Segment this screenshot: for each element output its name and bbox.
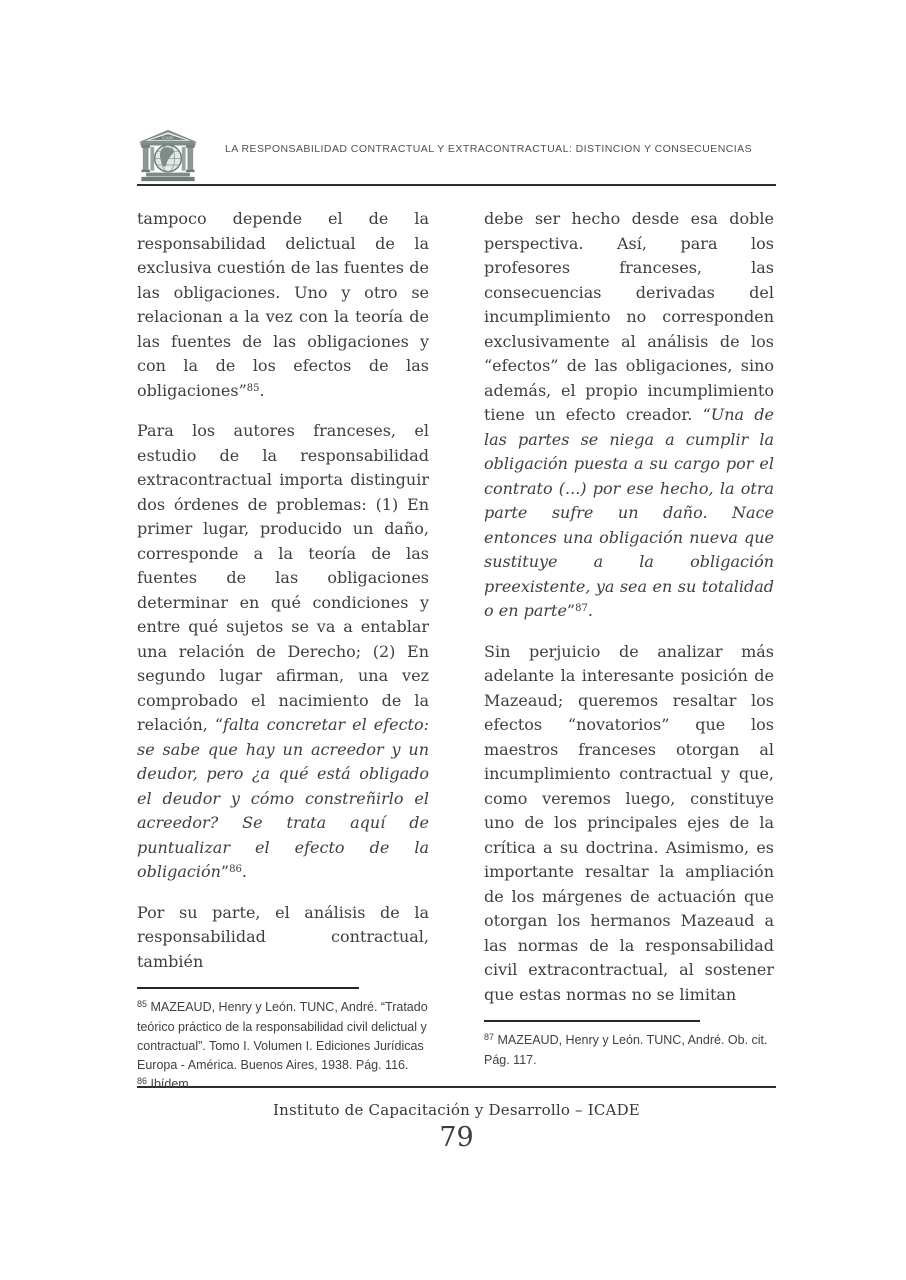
icade-logo <box>137 127 201 184</box>
column-right <box>484 207 774 1065</box>
footnote-item <box>137 1075 429 1095</box>
paragraph: Sin perjuicio de analizar más adelante la interesante posición de Mazeaud; queremos resaltar los efectos “novatorios” que los maestros franceses otorgan al incumplimiento contractual y que, como veremos luego, constituye uno de los principales ejes de la crítica a su doctrina. Asimismo, es importante resaltar la ampliación de los márgenes de actuación que otorgan los hermanos Mazeaud a las normas de la responsabilidad civil extracontractual, al sostener que estas normas no se limitan <box>484 641 774 1004</box>
text-columns <box>137 207 776 1091</box>
column-left <box>137 207 429 1091</box>
quoted-text: falta concretar el efecto: se sabe que hay un acreedor y un deudor, pero ¿a qué está obligado el deudor y cómo constreñirlo el acreedor? Se trata aquí de puntualizar el efecto de la obligación <box>137 715 429 881</box>
footnote-item <box>484 1031 774 1070</box>
logo-text: ICADE <box>162 135 174 140</box>
paragraph-text: tampoco depende el de la responsabilidad delictual de la exclusiva cuestión de las fuentes de las obligaciones. Uno y otro se relacionan a la vez con la teoría de las fuentes de las obligaciones y con la de los efectos de las obligaciones” <box>137 209 429 400</box>
footnote-text: Ibídem <box>147 1077 189 1091</box>
footnote-text: MAZEAUD, Henry y León. TUNC, André. Ob. cit. Pág. 117. <box>484 1033 768 1067</box>
footnote-separator <box>137 987 359 989</box>
footnote-separator <box>484 1020 700 1022</box>
page-header <box>137 127 776 186</box>
footnote-reference: 85 <box>246 382 260 394</box>
page-number: 79 <box>439 1122 474 1153</box>
footnote-marker: 86 <box>137 1076 148 1086</box>
footnote-marker: 87 <box>484 1032 495 1042</box>
running-head-title: LA RESPONSABILIDAD CONTRACTUAL Y EXTRACONTRACTUAL: DISTINCION Y CONSECUENCIAS <box>224 142 753 155</box>
paragraph-text: Para los autores franceses, el estudio de la responsabilidad extracontractual importa distinguir dos órdenes de problemas: (1) En primer lugar, producido un daño, corresponde a la teoría de las fuentes de las obligaciones determinar en qué condiciones y entre qué sujetos se va a entablar una relación de Derecho; (2) En segundo lugar afirman, una vez comprobado el nacimiento de la relación, “ <box>137 421 429 734</box>
footnote-reference: 86 <box>229 864 242 875</box>
paragraph <box>137 207 429 406</box>
footnote-marker: 85 <box>137 999 148 1009</box>
paragraph <box>137 419 429 888</box>
page-content <box>0 127 906 1153</box>
paragraph: Por su parte, el análisis de la responsabilidad contractual, también <box>137 902 429 971</box>
paragraph <box>484 207 774 627</box>
paragraph-text: ” <box>220 862 230 881</box>
paragraph-text: ” <box>566 601 576 620</box>
temple-globe-icon <box>137 127 199 184</box>
footnotes-block-left <box>137 987 429 1095</box>
footnotes-block-right <box>484 1020 774 1070</box>
paragraph-text: . <box>241 862 247 881</box>
footnote-item <box>137 998 429 1075</box>
institution-name: Instituto de Capacitación y Desarrollo – ICADE <box>273 1101 640 1119</box>
quoted-text: Una de las partes se niega a cumplir la obligación puesta a su cargo por el contrato (...) por ese hecho, la otra parte sufre un daño. Nace entonces una obligación nueva que sustituye a la obligación preexistente, ya sea en su totalidad o en parte <box>484 405 774 620</box>
paragraph-text: debe ser hecho desde esa doble perspectiva. Así, para los profesores franceses, las consecuencias derivadas del incumplimiento no corresponden exclusivamente al análisis de los “efectos” de las obligaciones, sino además, el propio incumplimiento tiene un efecto creador. “ <box>484 209 774 424</box>
page-footer <box>137 1086 776 1153</box>
footnote-reference: 87 <box>575 603 588 614</box>
paragraph-text: . <box>259 380 265 400</box>
paragraph-text: . <box>587 601 593 620</box>
footnote-text: MAZEAUD, Henry y León. TUNC, André. “Tratado teórico práctico de la responsabilidad civil delictual y contractual”. Tomo I. Volumen I. Ediciones Jurídicas Europa - América. Buenos Aires, 1938. Pág. 116. <box>137 1000 428 1072</box>
